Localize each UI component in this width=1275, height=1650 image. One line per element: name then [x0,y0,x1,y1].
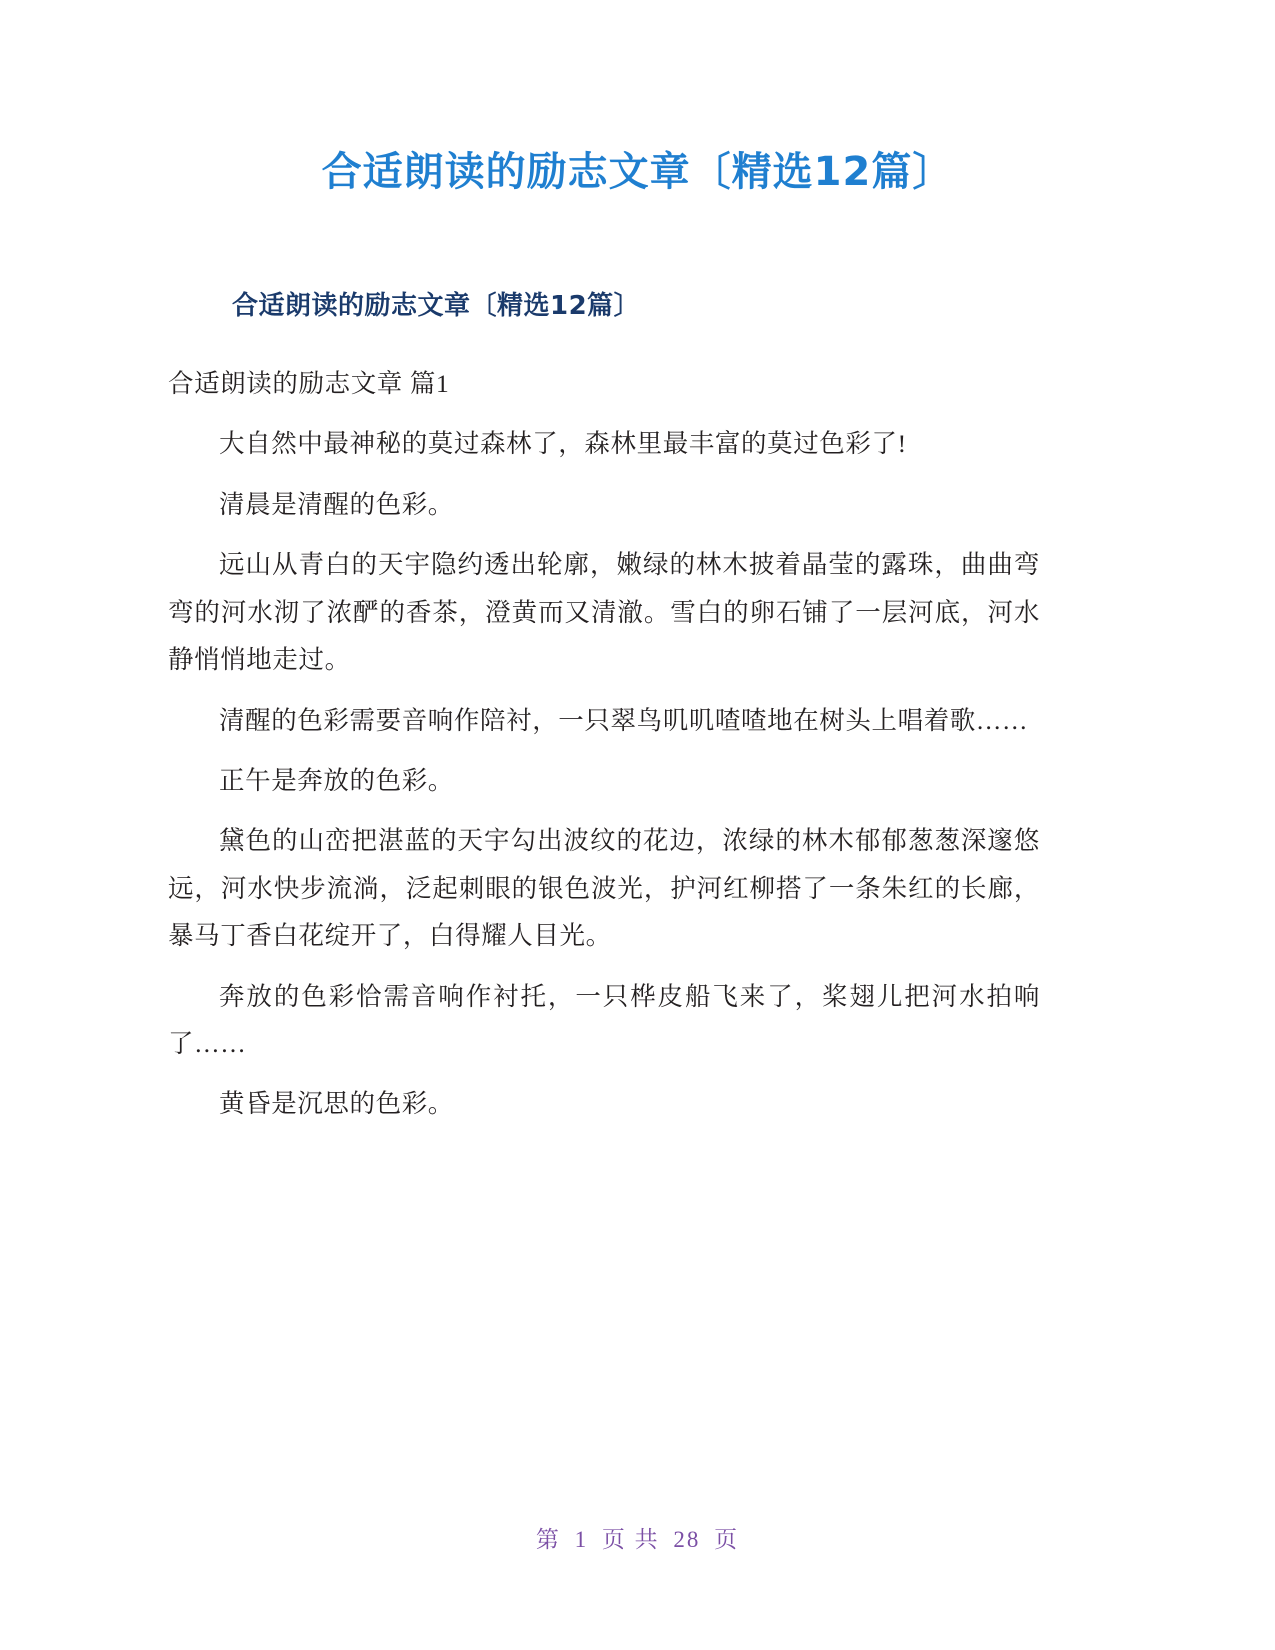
paragraph: 远山从青白的天宇隐约透出轮廓，嫩绿的林木披着晶莹的露珠，曲曲弯弯的河水沏了浓酽的香茶，澄黄而又清澈。雪白的卵石铺了一层河底，河水静悄悄地走过。 [168,550,1040,675]
page-footer [0,1521,1275,1554]
footer-middle: 页 共 [601,1527,660,1552]
page-title: 合适朗读的励志文章〔精选12篇〕 [321,149,954,195]
document-body [168,285,1040,1141]
footer-total-pages: 28 [673,1527,701,1552]
paragraph: 清醒的色彩需要音响作陪衬，一只翠鸟叽叽喳喳地在树头上唱着歌…… [219,705,1029,735]
paragraph: 奔放的色彩恰需音响作衬托，一只桦皮船飞来了，桨翅儿把河水拍响了…… [168,981,1040,1059]
footer-suffix: 页 [714,1527,740,1552]
paragraph: 黄昏是沉思的色彩。 [219,1089,454,1119]
paragraph: 黛色的山峦把湛蓝的天宇勾出波纹的花边，浓绿的林木郁郁葱葱深邃悠远，河水快步流淌，泛起刺眼的银色波光，护河红柳搭了一条朱红的长廊，暴马丁香白花绽开了，白得耀人目光。 [168,826,1040,951]
paragraph: 正午是奔放的色彩。 [219,765,454,795]
paragraph: 大自然中最神秘的莫过森林了，森林里最丰富的莫过色彩了! [219,429,907,459]
footer-current-page: 1 [574,1527,589,1552]
footer-prefix: 第 [535,1527,561,1552]
paragraph: 合适朗读的励志文章 篇1 [168,369,450,398]
section-heading: 合适朗读的励志文章〔精选12篇〕 [232,291,641,321]
paragraph: 清晨是清醒的色彩。 [219,489,454,519]
